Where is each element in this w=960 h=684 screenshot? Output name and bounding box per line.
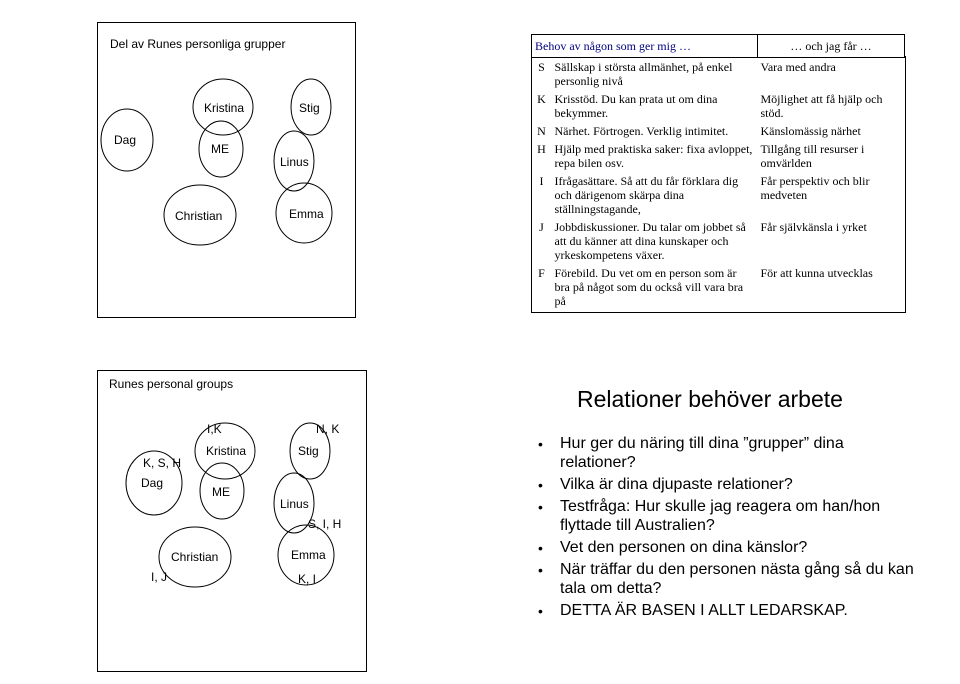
- node-christian: Christian: [175, 209, 223, 223]
- row-gain: Vara med andra: [760, 60, 836, 74]
- node-stig: Stig: [299, 101, 320, 115]
- row-letter: H: [537, 142, 546, 156]
- list-item: [538, 560, 918, 598]
- bullet-icon: •: [538, 603, 543, 619]
- bullet-text: DETTA ÄR BASEN I ALLT LEDARSKAP.: [560, 602, 848, 619]
- list-item: [538, 538, 918, 557]
- bullet-icon: •: [538, 477, 543, 493]
- bullet-icon: •: [538, 436, 543, 452]
- node-christian: Christian: [171, 550, 219, 564]
- row-gain: För att kunna utvecklas: [760, 266, 873, 280]
- row-need: Hjälp med praktiska saker: fixa avloppet, repa bilen osv.: [554, 142, 753, 170]
- node-linus: Linus: [280, 497, 309, 511]
- row-need: Sällskap i största allmänhet, på enkel personlig nivå: [554, 60, 733, 88]
- node-emma: Emma: [289, 207, 324, 221]
- table-row: [532, 140, 905, 172]
- list-item: [538, 475, 918, 494]
- node-dag: Dag: [114, 133, 137, 147]
- node-stig: Stig: [298, 444, 319, 458]
- row-letter: I: [539, 174, 544, 188]
- header-gain: … och jag får …: [758, 35, 905, 58]
- row-gain: Möjlighet att få hjälp och stöd.: [760, 92, 883, 120]
- bullet-list: [538, 434, 918, 623]
- row-gain: Tillgång till resurser i omvärlden: [760, 142, 865, 170]
- tag-kristina: I,K: [207, 422, 222, 436]
- table-row: [532, 122, 905, 140]
- row-letter: F: [538, 266, 545, 280]
- list-item: [538, 434, 918, 472]
- tag-dag: K, S, H: [143, 456, 182, 470]
- row-need: Närhet. Förtrogen. Verklig intimitet.: [554, 124, 729, 138]
- row-need: Ifrågasättare. Så att du får förklara dig och därigenom skärpa dina ställningstagande,: [554, 174, 739, 216]
- row-letter: K: [537, 92, 546, 106]
- row-gain: Får perspektiv och blir medveten: [760, 174, 870, 202]
- row-letter: S: [538, 60, 545, 74]
- table-row: [532, 172, 905, 218]
- bullet-text: Testfråga: Hur skulle jag reagera om han/hon flyttade till Australien?: [560, 498, 881, 534]
- row-gain: Känslomässig närhet: [760, 124, 861, 138]
- bullet-text: Vet den personen on dina känslor?: [560, 539, 808, 556]
- needs-table: [531, 34, 905, 310]
- tag-christian: I, J: [151, 570, 168, 584]
- row-letter: N: [537, 124, 546, 138]
- list-item: [538, 601, 918, 620]
- node-me: ME: [212, 485, 230, 499]
- slide-group-diagram: [97, 22, 356, 318]
- table-row: [532, 58, 905, 91]
- slide-title: Del av Runes personliga grupper: [110, 37, 286, 51]
- tag-emma: K, I: [298, 572, 317, 586]
- node-me: ME: [211, 142, 229, 156]
- bullet-text: När träffar du den personen nästa gång så du kan tala om detta?: [560, 561, 914, 597]
- relationship-circles: [98, 23, 357, 319]
- node-emma: Emma: [291, 548, 326, 562]
- node-linus: Linus: [280, 155, 309, 169]
- list-item: [538, 497, 918, 535]
- bullet-icon: •: [538, 562, 543, 578]
- slide3-title: Relationer behöver arbete: [577, 386, 843, 412]
- row-need: Jobbdiskussioner. Du talar om jobbet så att du känner att dina kunskaper och yrkeskompetens växer.: [554, 220, 746, 262]
- table-row: [532, 90, 905, 122]
- tag-linus: S, I, H: [308, 517, 342, 531]
- row-gain: Får självkänsla i yrket: [760, 220, 867, 234]
- node-kristina: Kristina: [206, 444, 247, 458]
- table-row: [532, 264, 905, 310]
- slide-title: Runes personal groups: [109, 377, 234, 391]
- node-kristina: Kristina: [204, 101, 245, 115]
- table-header-row: [532, 35, 905, 58]
- row-letter: J: [539, 220, 544, 234]
- row-need: Krisstöd. Du kan prata ut om dina bekymmer.: [554, 92, 718, 120]
- bullet-icon: •: [538, 499, 543, 515]
- table-row: [532, 218, 905, 264]
- tag-stig: N, K: [316, 422, 340, 436]
- row-need: Förebild. Du vet om en person som är bra på något som du också vill vara bra på: [554, 266, 744, 308]
- slide-personal-groups: [97, 370, 367, 672]
- bullet-icon: •: [538, 540, 543, 556]
- bullet-text: Vilka är dina djupaste relationer?: [560, 476, 793, 493]
- node-dag: Dag: [141, 476, 164, 490]
- header-need: Behov av någon som ger mig …: [532, 35, 758, 58]
- bullet-text: Hur ger du näring till dina ”grupper” dina relationer?: [560, 435, 844, 471]
